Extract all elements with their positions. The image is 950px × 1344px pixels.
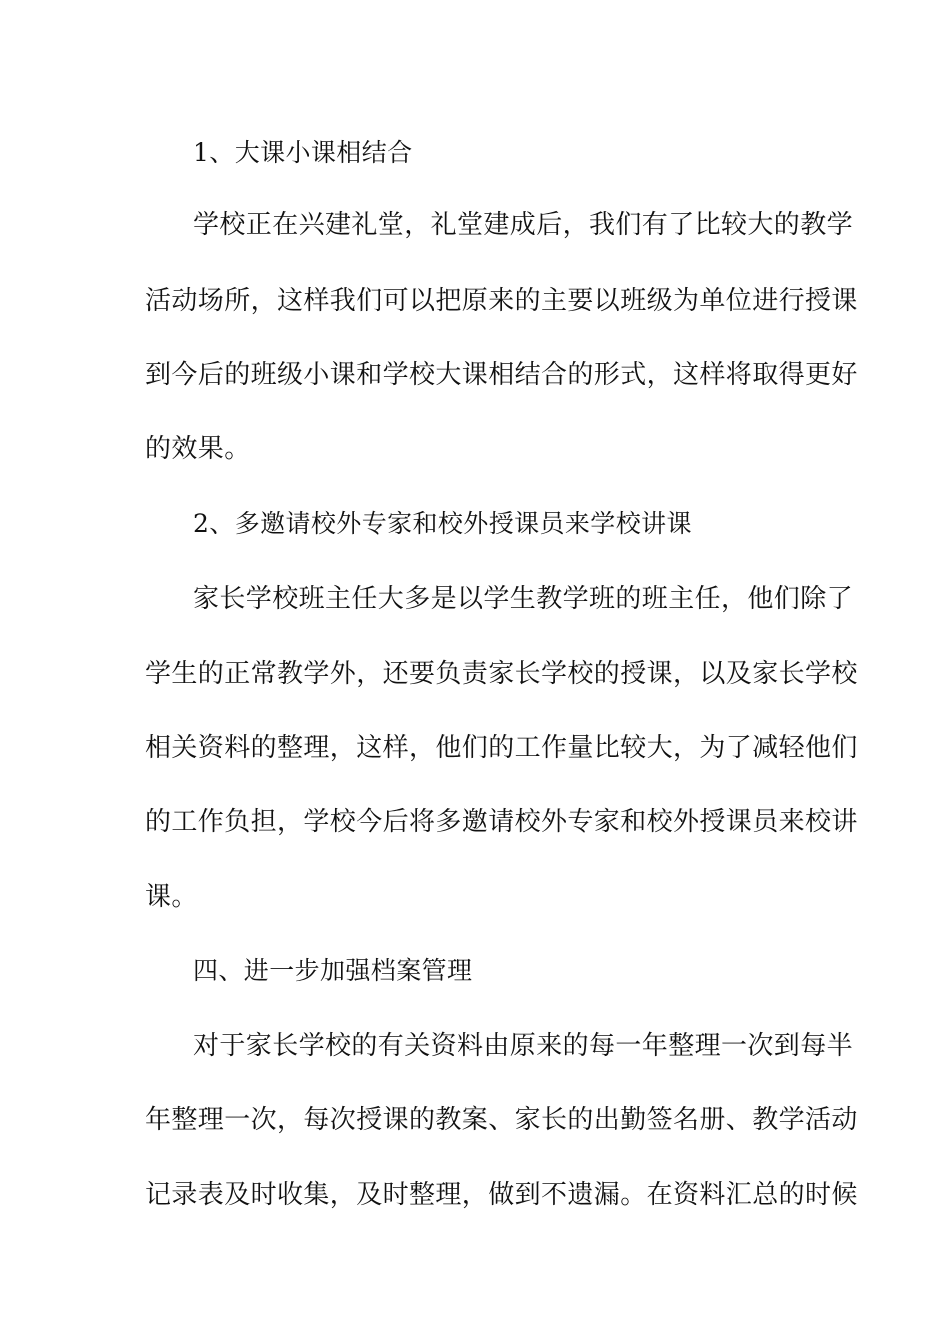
paragraph-1-line-1: 学校正在兴建礼堂，礼堂建成后，我们有了比较大的教学 — [193, 210, 854, 240]
paragraph-1-line-3: 到今后的班级小课和学校大课相结合的形式，这样将取得更好 — [145, 360, 858, 390]
paragraph-2-line-3: 相关资料的整理，这样，他们的工作量比较大，为了减轻他们 — [145, 733, 858, 763]
paragraph-3-line-1: 对于家长学校的有关资料由原来的每一年整理一次到每半 — [193, 1031, 854, 1061]
paragraph-2-line-1: 家长学校班主任大多是以学生教学班的班主任，他们除了 — [193, 584, 854, 614]
section-heading-1: 1、大课小课相结合 — [193, 138, 413, 167]
section-heading-3: 四、进一步加强档案管理 — [193, 956, 473, 985]
paragraph-2-line-5: 课。 — [145, 882, 198, 912]
paragraph-3-line-3: 记录表及时收集，及时整理，做到不遗漏。在资料汇总的时候 — [145, 1180, 858, 1210]
paragraph-3-line-2: 年整理一次，每次授课的教案、家长的出勤签名册、教学活动 — [145, 1105, 858, 1135]
paragraph-2-line-2: 学生的正常教学外，还要负责家长学校的授课，以及家长学校 — [145, 659, 858, 689]
section-heading-2: 2、多邀请校外专家和校外授课员来学校讲课 — [193, 509, 692, 538]
paragraph-1-line-4: 的效果。 — [145, 434, 251, 464]
paragraph-1-line-2: 活动场所，这样我们可以把原来的主要以班级为单位进行授课 — [145, 286, 858, 316]
paragraph-2-line-4: 的工作负担，学校今后将多邀请校外专家和校外授课员来校讲 — [145, 807, 858, 837]
